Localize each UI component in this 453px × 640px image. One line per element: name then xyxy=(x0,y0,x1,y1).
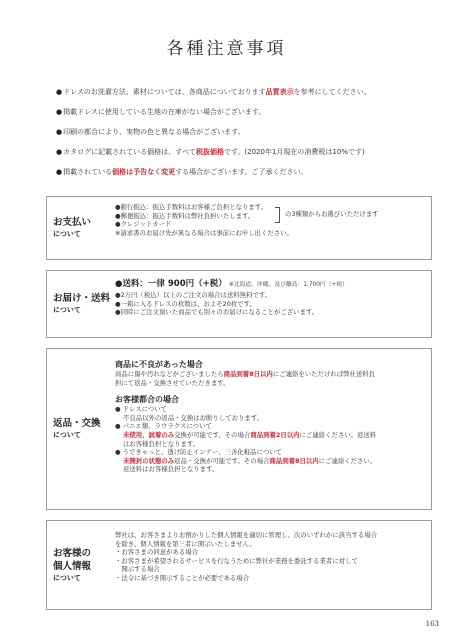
payment-item: ●銀行振込：振込手数料はお客様ご負担となります。 xyxy=(115,203,268,211)
privacy-line: 弊社は、お客さまよりお預かりした個人情報を適切に管理し、次のいずれかに該当する場合 xyxy=(115,531,378,539)
note-item: ●掲載されている価格は予告なく変更する場合がございます。ご了承ください。 xyxy=(56,168,308,176)
note-text: 印刷の都合により、実物の色と異なる場合がございます。 xyxy=(63,128,245,136)
note-highlight: 品質表示 xyxy=(265,88,294,96)
note-text: する場合がございます。ご了承ください。 xyxy=(175,168,308,176)
payment-title: お支払い xyxy=(53,217,92,228)
payment-section xyxy=(46,196,432,260)
shipping-item: ●一箱に入るドレスの枚数は、およそ20枚です。 xyxy=(115,299,256,308)
returns-text: はお客様負担となります。 xyxy=(123,439,200,448)
returns-text: 返送料はお客様負担となります。 xyxy=(123,465,219,474)
shipping-title: お届け・送料 xyxy=(53,293,111,304)
returns-highlight: 商品到着8日以内 xyxy=(269,456,319,465)
privacy-section xyxy=(46,520,432,610)
page-number: 163 xyxy=(425,620,439,628)
privacy-line: ・法令に基づき開示することが必要である場合 xyxy=(115,573,250,582)
returns-defect-heading: 商品に不良があった場合 xyxy=(115,360,203,369)
note-highlight: 価格は予告なく変更 xyxy=(112,168,176,176)
shipping-subtitle: について xyxy=(53,306,81,314)
payment-item: ●クレジットカード xyxy=(115,220,172,229)
page-title: 各種注意事項 xyxy=(166,39,287,59)
note-item: ●印刷の都合により、実物の色と異なる場合がございます。 xyxy=(56,128,245,136)
returns-text: 担にて返品・交換させていただきます。 xyxy=(115,378,230,387)
privacy-heading xyxy=(47,521,115,609)
returns-highlight: 商品到着2日以内 xyxy=(250,430,300,439)
returns-text: 交換が可能です。その場合 xyxy=(174,430,251,439)
note-text: カタログに記載されている価格は、すべて xyxy=(63,148,196,156)
note-text: 掲載されている xyxy=(63,168,113,176)
returns-item: ● パニエ類、ラウラクスについて xyxy=(115,422,212,431)
note-item: ●掲載ドレスに使用している生地の在庫がない場合がございます。 xyxy=(56,108,266,116)
shipping-fee-note: ※北海道、沖縄、及び離島：1,700円（+税） xyxy=(228,282,348,288)
payment-footnote: ※請求書のお届け先が異なる場合は事前にお申し出ください。 xyxy=(115,228,293,237)
privacy-line: ・お客さまが希望されるサービスを行なうために弊社が業務を委託する業者に対して xyxy=(115,556,358,565)
returns-highlight: 未使用、試着のみ xyxy=(123,430,175,439)
privacy-line: 開示する場合 xyxy=(115,565,160,574)
returns-item: ● ドレスについて xyxy=(115,405,168,414)
brace-mark xyxy=(275,207,280,223)
notes-list xyxy=(56,88,436,188)
privacy-line: を除き、個人情報を第三者に開示いたしません。 xyxy=(115,539,256,548)
shipping-fee: ●送料：一律 900円（+税） xyxy=(115,279,223,289)
note-text: 掲載ドレスに使用している生地の在庫がない場合がございます。 xyxy=(63,108,266,116)
privacy-line: ・お客さまの同意がある場合 xyxy=(115,548,199,557)
returns-text: 商品に傷や汚れなどがございましたら xyxy=(115,370,224,378)
returns-text: 返品・交換が可能です。その場合 xyxy=(174,456,270,465)
shipping-item: ●同時にご注文頂いた商品でも別々のお届けになることがございます。 xyxy=(115,308,319,317)
payment-brace-note: の3種類からお選びいただけます xyxy=(285,210,379,218)
privacy-title: お客様の xyxy=(53,547,92,559)
returns-item: ● うできゃっと、透け防止インナー、三善化粧品について xyxy=(115,448,282,457)
returns-text: 不良品以外の返品・交換はお断りしております。 xyxy=(123,413,264,422)
note-text: です。(2020年1月現在の消費税は10%です) xyxy=(223,148,365,156)
returns-text: にご連絡をいただければ弊社送料負 xyxy=(272,370,376,378)
returns-customer-heading: お客様都合の場合 xyxy=(115,395,179,405)
shipping-section xyxy=(46,270,432,338)
privacy-subtitle: について xyxy=(53,573,81,582)
returns-highlight: 商品到着8日以内 xyxy=(223,370,273,378)
shipping-heading xyxy=(47,271,115,337)
returns-highlight: 未開封の状態のみ xyxy=(123,456,175,465)
returns-heading xyxy=(47,349,115,509)
note-text: を参考にしてください。 xyxy=(293,88,371,96)
payment-item: ●郵便振込：振込手数料は弊社負担いたします。 xyxy=(115,211,255,220)
note-item: ●ドレスのお洗濯方法、素材については、各商品についております品質表示を参考にしてください。 xyxy=(56,88,371,96)
returns-text: にご連絡ください。 xyxy=(318,456,377,465)
returns-subtitle: について xyxy=(53,431,81,439)
privacy-title: 個人情報 xyxy=(53,560,92,572)
payment-subtitle: について xyxy=(53,230,81,238)
returns-title: 返品・交換 xyxy=(53,418,101,429)
returns-text: にご連絡ください。返送料 xyxy=(299,430,377,439)
shipping-item: ●2万円（税込）以上のご注文の場合は送料無料です。 xyxy=(115,291,272,299)
note-text: ドレスのお洗濯方法、素材については、各商品についております xyxy=(63,88,266,96)
note-highlight: 税抜価格 xyxy=(195,148,224,156)
note-item: ●カタログに記載されている価格は、すべて税抜価格です。(2020年1月現在の消費税は10%です) xyxy=(56,148,365,156)
returns-section xyxy=(46,348,432,510)
payment-heading xyxy=(47,197,115,259)
